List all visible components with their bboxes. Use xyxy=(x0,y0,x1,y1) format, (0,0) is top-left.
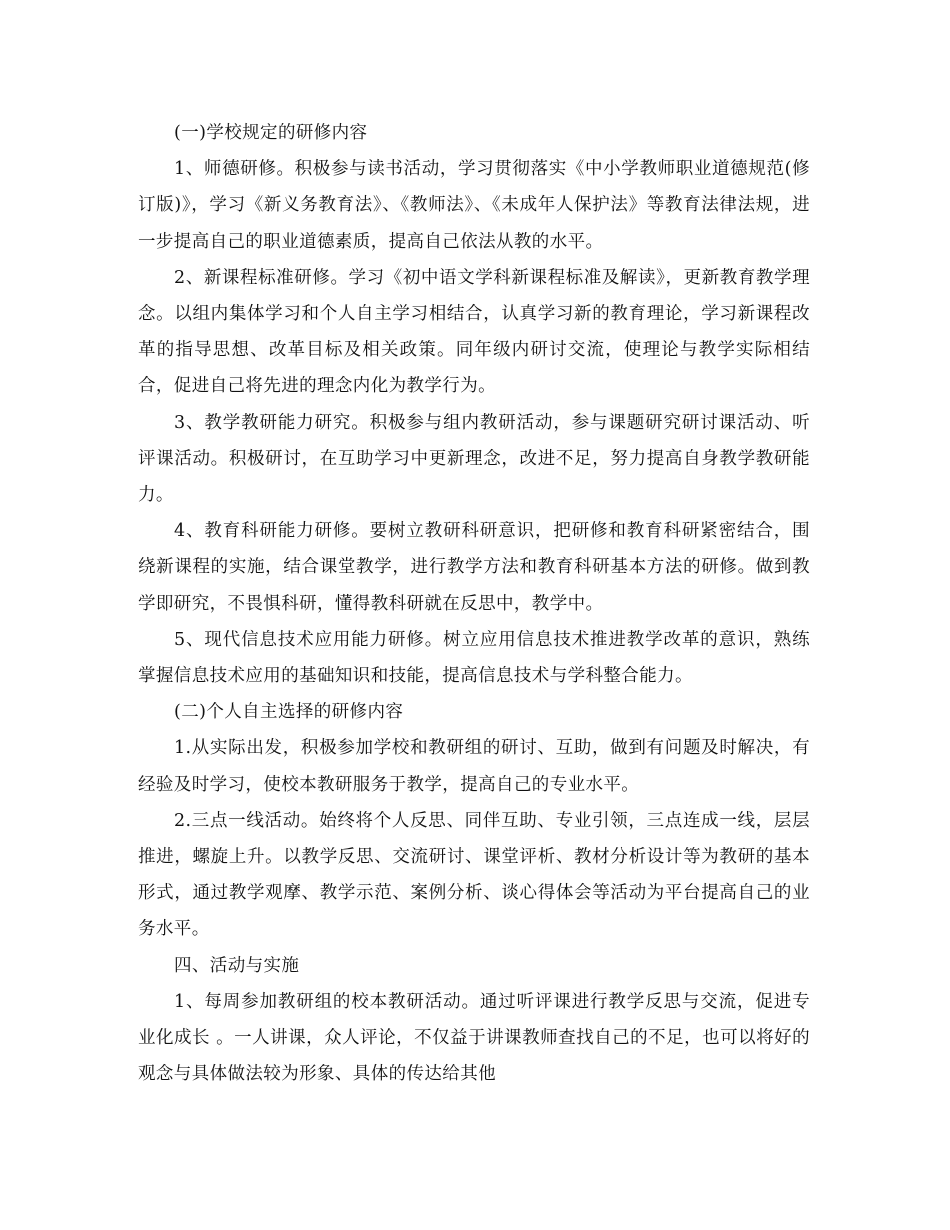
section-heading-school-content: (一)学校规定的研修内容 xyxy=(174,123,368,143)
document-body xyxy=(138,115,810,1092)
paragraph-three-point-activity: 2.三点一线活动。始终将个人反思、同伴互助、专业引领，三点连成一线，层层推进，螺旋上升。以教学反思、交流研讨、课堂评析、教材分析设计等为教研的基本形式，通过教学观摩、教学示范、案例分析、谈心得体会等活动为平台提高自己的业务水平。 xyxy=(138,810,810,940)
paragraph-information-technology: 5、现代信息技术应用能力研修。树立应用信息技术推进教学改革的意识，熟练掌握信息技术应用的基础知识和技能，提高信息技术与学科整合能力。 xyxy=(138,629,810,687)
paragraph-practical-start: 1.从实际出发，积极参加学校和教研组的研讨、互助，做到有问题及时解决，有经验及时学习，使校本教研服务于教学，提高自己的专业水平。 xyxy=(138,738,810,795)
section-heading-activities: 四、活动与实施 xyxy=(174,955,300,976)
paragraph-teaching-research: 3、教学教研能力研究。积极参与组内教研活动，参与课题研究研讨课活动、听评课活动。积极研讨，在互助学习中更新理念，改进不足，努力提高自身教学教研能力。 xyxy=(138,412,810,506)
paragraph-education-research: 4、教育科研能力研修。要树立教研科研意识，把研修和教育科研紧密结合，围绕新课程的实施，结合课堂教学，进行教学方法和教育科研基本方法的研修。做到教学即研究，不畏惧科研，懂得教科研就在反思中，教学中。 xyxy=(138,521,810,614)
paragraph-curriculum-standard: 2、新课程标准研修。学习《初中语文学科新课程标准及解读》，更新教育教学理念。以组内集体学习和个人自主学习相结合，认真学习新的教育理论，学习新课程改革的指导思想、改革目标及相关政策。同年级内研讨交流，使理论与教学实际相结合，促进自己将先进的理念内化为教学行为。 xyxy=(138,267,810,397)
paragraph-ethics-training: 1、师德研修。积极参与读书活动，学习贯彻落实《中小学教师职业道德规范(修订版)》，学习《新义务教育法》、《教师法》、《未成年人保护法》等教育法律法规，进一步提高自己的职业道德素质，提高自己依法从教的水平。 xyxy=(138,159,810,252)
paragraph-weekly-activity: 1、每周参加教研组的校本教研活动。通过听评课进行教学反思与交流，促进专业化成长 。一人讲课，众人评论，不仅益于讲课教师查找自己的不足，也可以将好的观念与具体做法较为形象、具体的传达给其他 xyxy=(138,991,810,1085)
section-heading-personal-content: (二)个人自主选择的研修内容 xyxy=(174,702,404,723)
